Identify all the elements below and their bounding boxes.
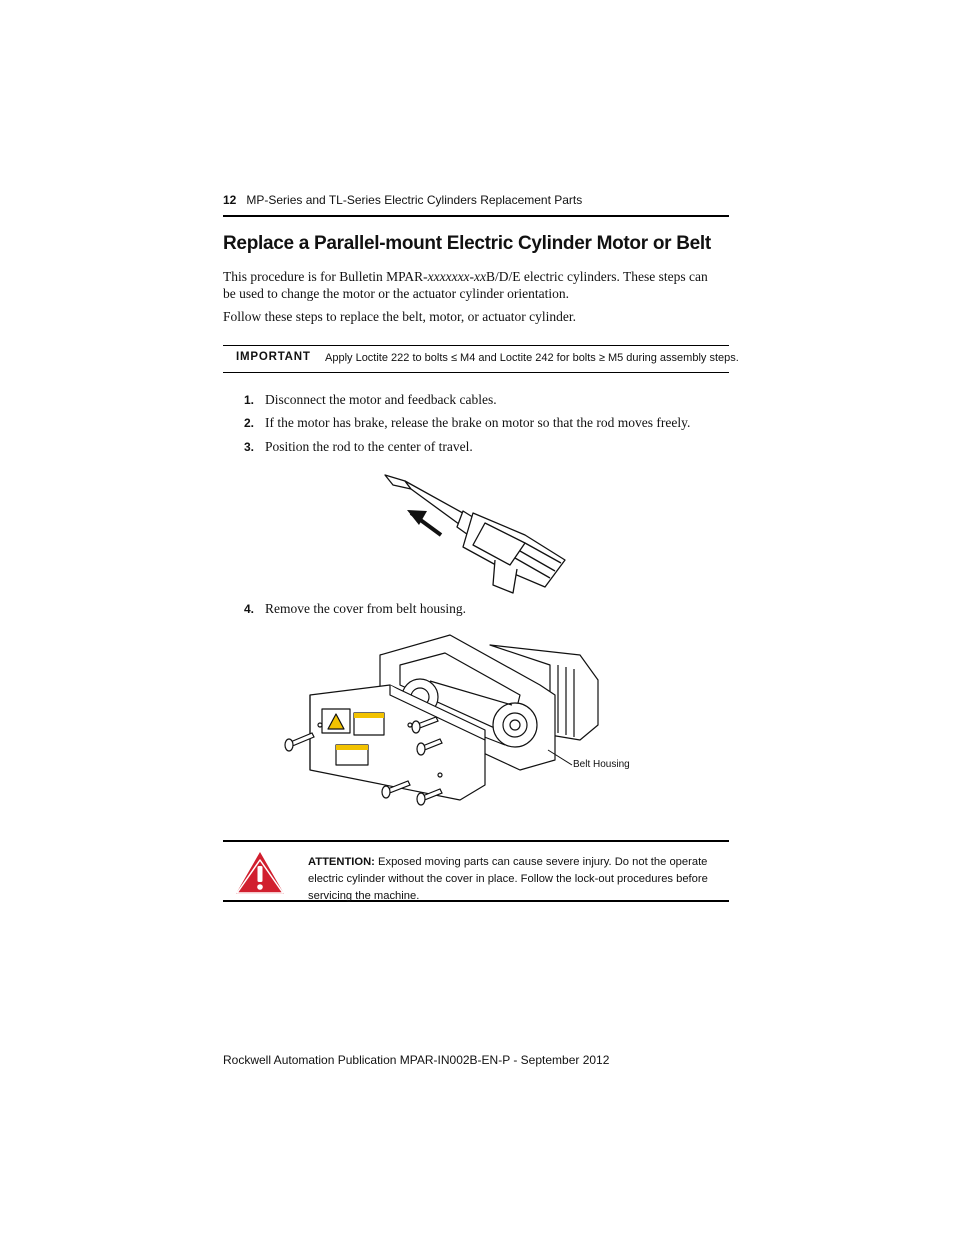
step-text: Remove the cover from belt housing.: [265, 601, 466, 616]
running-title: MP-Series and TL-Series Electric Cylinders Replacement Parts: [246, 193, 583, 207]
intro-italic-part: xxxxxxx-xx: [427, 269, 487, 284]
header-rule: [223, 215, 729, 217]
step-text: Disconnect the motor and feedback cables.: [265, 392, 497, 407]
attention-box: [223, 840, 729, 902]
warning-triangle-icon: [232, 848, 288, 898]
page-title: Replace a Parallel-mount Electric Cylinder Motor or Belt: [223, 233, 711, 254]
step-text: If the motor has brake, release the brake on motor so that the rod moves freely.: [265, 415, 691, 430]
important-text: Apply Loctite 222 to bolts ≤ M4 and Loctite 242 for bolts ≥ M5 during assembly steps.: [325, 352, 739, 364]
step-number: 3.: [244, 440, 255, 454]
important-label: IMPORTANT: [236, 351, 311, 363]
step-number: 2.: [244, 416, 255, 430]
step-4: [244, 601, 466, 617]
footer: Rockwell Automation Publication MPAR-IN002B-EN-P - September 2012: [223, 1053, 610, 1067]
belt-housing-figure: [280, 625, 610, 810]
rod-position-figure: [375, 465, 575, 595]
step-2: [244, 415, 690, 431]
intro-text-before: This procedure is for Bulletin MPAR-: [223, 269, 428, 284]
belt-housing-callout: Belt Housing: [573, 759, 630, 770]
intro-paragraph: [223, 268, 723, 302]
step-1: [244, 392, 497, 408]
step-number: 1.: [244, 393, 255, 407]
follow-paragraph: Follow these steps to replace the belt, motor, or actuator cylinder.: [223, 309, 576, 324]
important-box: [223, 345, 739, 373]
step-3: [244, 439, 473, 455]
intro-text-after: B/D/E electric cylinders. These steps can be used to change the motor or the actuator cylinder orientation.: [223, 269, 708, 301]
running-header: [223, 193, 728, 207]
attention-body: Exposed moving parts can cause severe injury. Do not the operate electric cylinder without the cover in place. Follow the lock-out procedures before servicing the machine.: [308, 856, 708, 902]
attention-label: ATTENTION:: [308, 856, 375, 868]
direction-arrow-icon: [407, 510, 441, 535]
page-number: 12: [223, 193, 237, 207]
step-text: Position the rod to the center of travel.: [265, 439, 473, 454]
attention-text: [308, 854, 723, 905]
step-number: 4.: [244, 602, 255, 616]
